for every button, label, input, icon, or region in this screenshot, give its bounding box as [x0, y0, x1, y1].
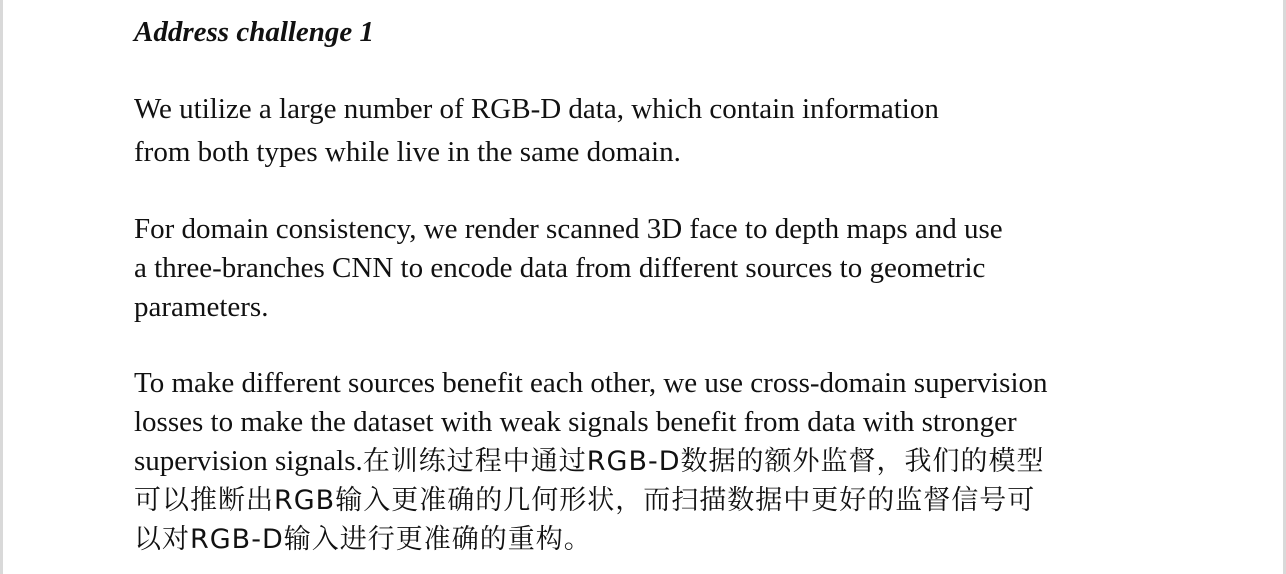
text-line: losses to make the dataset with weak signals benefit from data with stronger [134, 406, 1017, 438]
section-heading: Address challenge 1 [134, 16, 375, 48]
text-line: We utilize a large number of RGB-D data, which contain information [134, 93, 939, 125]
mixed-text-line [134, 442, 1254, 481]
text-line: For domain consistency, we render scanned 3D face to depth maps and use [134, 213, 1003, 245]
text-segment-en: supervision signals. [134, 445, 363, 477]
text-line-zh: 以对RGB-D输入进行更准确的重构。 [134, 524, 592, 555]
text-line: To make different sources benefit each other, we use cross-domain supervision [134, 367, 1048, 399]
text-line: from both types while live in the same domain. [134, 136, 681, 168]
paragraph-rgbd-data [134, 88, 1254, 174]
paragraph-cross-domain-supervision [134, 364, 1254, 559]
document-content [134, 12, 1254, 559]
text-line-zh: 可以推断出RGB输入更准确的几何形状，而扫描数据中更好的监督信号可 [134, 485, 1036, 516]
text-line: parameters. [134, 291, 269, 323]
text-line: a three-branches CNN to encode data from different sources to geometric [134, 252, 986, 284]
text-segment-zh: 在训练过程中通过RGB-D数据的额外监督，我们的模型 [362, 446, 1045, 477]
paragraph-domain-consistency [134, 210, 1254, 327]
